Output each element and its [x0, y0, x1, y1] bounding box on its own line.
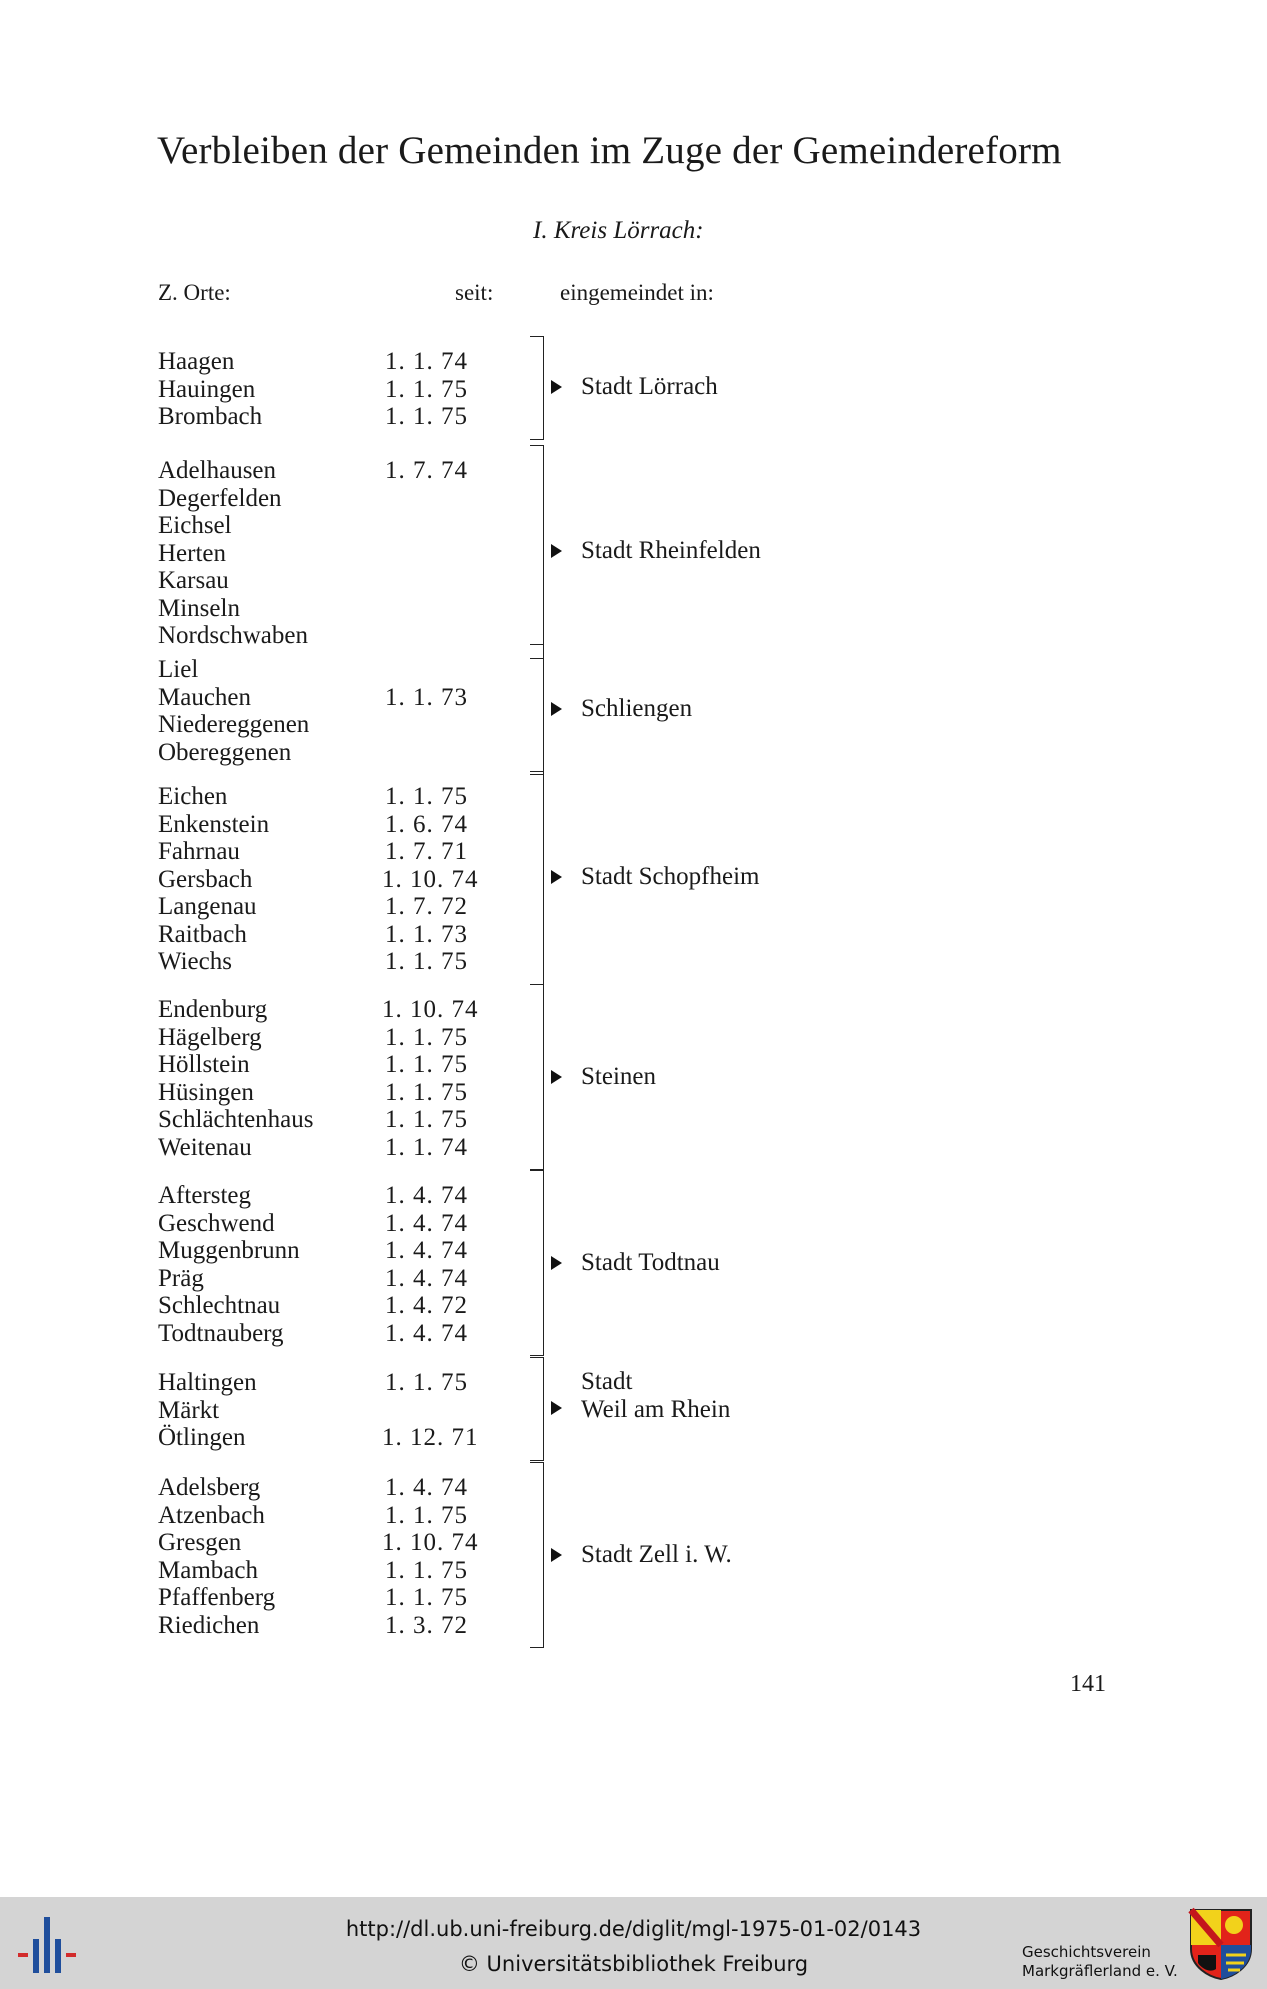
- group-bracket: [543, 771, 544, 984]
- municipality-name: Brombach: [158, 403, 263, 430]
- municipality-name: Degerfelden: [158, 484, 282, 512]
- incorporation-date: 1. 4. 74: [385, 1264, 468, 1292]
- incorporation-date: 1. 12. 71: [382, 1424, 479, 1451]
- group-bracket: [543, 1357, 544, 1460]
- municipality-name: Weitenau: [158, 1133, 252, 1161]
- bracket-tick-top: [530, 1357, 544, 1358]
- group-bracket: [543, 445, 544, 658]
- municipality-name: Aftersteg: [158, 1182, 252, 1209]
- target-municipality: Stadt Todtnau: [581, 1248, 720, 1276]
- incorporation-date: 1. 10. 74: [382, 1529, 479, 1556]
- target-municipality: Stadt Schopfheim: [581, 863, 760, 891]
- page-number: 141: [1070, 1671, 1106, 1697]
- municipality-name: Hüsingen: [158, 1078, 254, 1106]
- municipality-name: Gersbach: [158, 865, 253, 893]
- incorporation-date: 1. 1. 75: [385, 1556, 468, 1584]
- municipality-name: Ötlingen: [158, 1424, 246, 1451]
- bracket-tick-bottom: [530, 774, 544, 775]
- group-bracket: [543, 1170, 544, 1355]
- municipality-name: Mauchen: [158, 683, 252, 711]
- group-bracket: [543, 644, 544, 774]
- incorporation-date: 1. 1. 73: [385, 920, 468, 948]
- incorporation-date: 1. 1. 75: [385, 1078, 468, 1106]
- column-header-orte: Z. Orte:: [158, 280, 231, 305]
- incorporation-date: 1. 7. 72: [385, 893, 468, 920]
- incorporation-date: 1. 10. 74: [382, 865, 479, 893]
- incorporation-date: 1. 4. 74: [385, 1182, 468, 1209]
- municipality-name: Minseln: [158, 594, 240, 622]
- incorporation-date: [382, 485, 468, 513]
- incorporation-date: [382, 595, 468, 623]
- bracket-tick-bottom: [530, 1460, 544, 1461]
- bracket-tick-top: [530, 445, 544, 446]
- municipality-name: Schlechtnau: [158, 1292, 281, 1319]
- municipality-name: Eichen: [158, 783, 228, 810]
- incorporation-date: 1. 4. 74: [385, 1474, 468, 1501]
- incorporation-date: 1. 1. 75: [385, 1369, 468, 1396]
- municipality-name: Haltingen: [158, 1369, 257, 1396]
- bracket-tick-top: [530, 644, 544, 645]
- municipality-name: Geschwend: [158, 1209, 275, 1237]
- column-header-seit: seit:: [455, 280, 494, 305]
- column-header-target: eingemeindet in:: [560, 280, 714, 305]
- bracket-tick-top: [530, 1170, 544, 1171]
- incorporation-date: [382, 622, 468, 650]
- incorporation-date: 1. 1. 75: [385, 948, 468, 975]
- municipality-name: Langenau: [158, 893, 257, 920]
- incorporation-date: 1. 1. 75: [385, 403, 468, 430]
- society-name-line-2: Markgräflerland e. V.: [1022, 1962, 1178, 1980]
- incorporation-date: 1. 1. 74: [385, 1133, 468, 1161]
- incorporation-date: 1. 1. 73: [385, 683, 468, 711]
- arrow-right-icon: [551, 1548, 562, 1562]
- incorporation-date: 1. 6. 74: [385, 810, 468, 838]
- incorporation-date: [382, 512, 468, 540]
- arrow-right-icon: [551, 380, 562, 394]
- municipality-name: Pfaffenberg: [158, 1584, 276, 1611]
- bracket-tick-bottom: [530, 439, 544, 440]
- incorporation-date: [382, 739, 468, 767]
- bracket-tick-bottom: [530, 658, 544, 659]
- incorporation-date: 1. 4. 74: [385, 1319, 468, 1347]
- target-municipality: Stadt: [581, 1368, 633, 1396]
- group-bracket: [543, 984, 544, 1169]
- footer-copyright: © Universitätsbibliothek Freiburg: [458, 1952, 809, 1976]
- incorporation-date: 1. 1. 75: [385, 1501, 468, 1529]
- incorporation-date: 1. 1. 75: [385, 1051, 468, 1078]
- municipality-name: Raitbach: [158, 920, 247, 948]
- municipality-name: Wiechs: [158, 948, 232, 975]
- municipality-name: Obereggenen: [158, 738, 292, 766]
- bracket-tick-top: [530, 771, 544, 772]
- municipality-name: Endenburg: [158, 996, 268, 1023]
- municipality-name: Höllstein: [158, 1051, 250, 1078]
- incorporation-date: 1. 4. 74: [385, 1209, 468, 1237]
- footer-url-link[interactable]: http://dl.ub.uni-freiburg.de/diglit/mgl-1975-01-02/0143: [345, 1917, 922, 1941]
- target-municipality: Stadt Zell i. W.: [581, 1540, 732, 1568]
- municipality-name: Muggenbrunn: [158, 1237, 300, 1264]
- target-municipality: Stadt Lörrach: [581, 373, 718, 401]
- municipality-name: Karsau: [158, 567, 229, 594]
- group-bracket: [543, 1462, 544, 1647]
- municipality-name: Fahrnau: [158, 838, 240, 865]
- municipality-name: Eichsel: [158, 512, 232, 539]
- municipality-name: Präg: [158, 1264, 204, 1292]
- incorporation-date: 1. 4. 74: [385, 1237, 468, 1264]
- municipality-name: Riedichen: [158, 1611, 260, 1639]
- incorporation-date: 1. 1. 75: [385, 375, 468, 403]
- arrow-right-icon: [551, 1256, 562, 1270]
- incorporation-date: 1. 4. 72: [385, 1292, 468, 1319]
- municipality-name: Adelhausen: [158, 457, 277, 484]
- group-bracket: [543, 336, 544, 439]
- bracket-tick-top: [530, 336, 544, 337]
- incorporation-date: 1. 1. 75: [385, 1584, 468, 1611]
- municipality-name: Hägelberg: [158, 1023, 262, 1051]
- society-name-line-1: Geschichtsverein: [1022, 1943, 1151, 1961]
- municipality-name: Todtnauberg: [158, 1319, 284, 1347]
- incorporation-date: [382, 567, 468, 595]
- bracket-tick-bottom: [530, 1355, 544, 1356]
- incorporation-date: 1. 1. 75: [385, 1106, 468, 1133]
- municipality-name: Hauingen: [158, 375, 256, 403]
- incorporation-date: [382, 656, 468, 684]
- incorporation-date: 1. 7. 71: [385, 838, 468, 865]
- incorporation-date: [382, 1397, 468, 1425]
- municipality-name: Haagen: [158, 348, 235, 375]
- municipality-name: Liel: [158, 656, 199, 683]
- target-municipality: Steinen: [581, 1062, 656, 1090]
- incorporation-date: [382, 711, 468, 739]
- bracket-tick-bottom: [530, 1647, 544, 1648]
- footer-bar: [0, 1897, 1267, 1989]
- society-crest-icon: [1188, 1907, 1254, 1981]
- society-name: [1022, 1943, 1178, 1981]
- bracket-tick-top: [530, 1462, 544, 1463]
- municipality-name: Adelsberg: [158, 1474, 261, 1501]
- municipality-name: Mambach: [158, 1556, 258, 1584]
- incorporation-date: 1. 3. 72: [385, 1611, 468, 1639]
- arrow-right-icon: [551, 870, 562, 884]
- target-municipality: Weil am Rhein: [581, 1396, 731, 1424]
- incorporation-date: 1. 1. 75: [385, 783, 468, 810]
- arrow-right-icon: [551, 702, 562, 716]
- municipality-name: Niedereggenen: [158, 711, 310, 738]
- municipality-name: Atzenbach: [158, 1501, 265, 1529]
- incorporation-date: 1. 1. 74: [385, 348, 468, 375]
- municipality-name: Märkt: [158, 1396, 220, 1424]
- target-municipality: Stadt Rheinfelden: [581, 537, 761, 565]
- incorporation-date: 1. 10. 74: [382, 996, 479, 1023]
- arrow-right-icon: [551, 544, 562, 558]
- arrow-right-icon: [551, 1070, 562, 1084]
- page-title: Verbleiben der Gemeinden im Zuge der Gemeindereform: [157, 129, 1062, 172]
- municipality-name: Nordschwaben: [158, 622, 308, 649]
- incorporation-date: [382, 540, 468, 568]
- target-municipality: Schliengen: [581, 695, 693, 722]
- municipality-name: Herten: [158, 539, 227, 567]
- incorporation-date: 1. 1. 75: [385, 1023, 468, 1051]
- section-subtitle: I. Kreis Lörrach:: [533, 217, 704, 244]
- municipality-name: Gresgen: [158, 1529, 242, 1556]
- arrow-right-icon: [551, 1401, 562, 1415]
- municipality-name: Enkenstein: [158, 810, 270, 838]
- municipality-name: Schlächtenhaus: [158, 1106, 314, 1133]
- bracket-tick-top: [530, 984, 544, 985]
- incorporation-date: 1. 7. 74: [385, 457, 468, 484]
